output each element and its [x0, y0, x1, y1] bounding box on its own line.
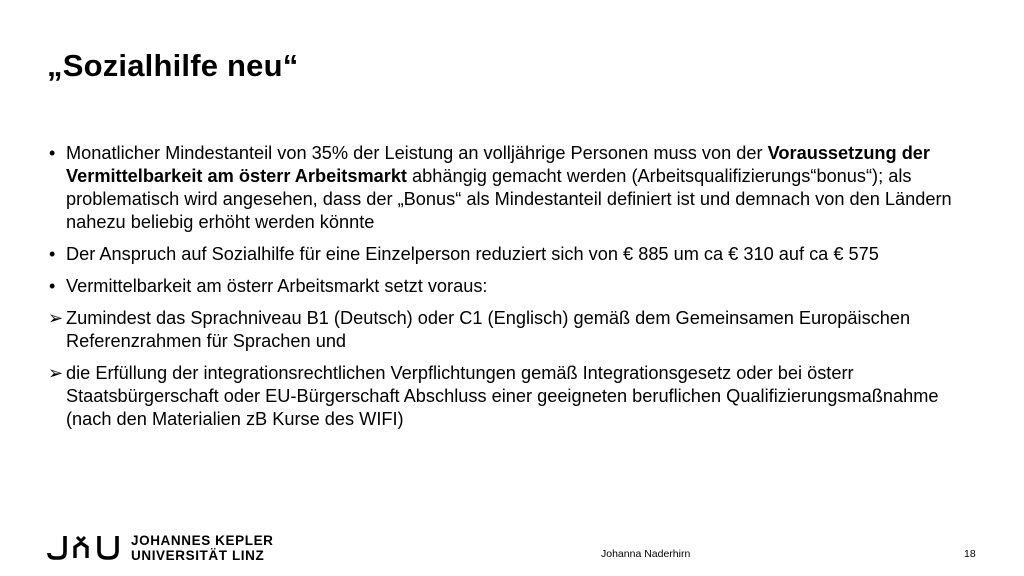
arrow-marker-icon: ➢ — [48, 363, 64, 383]
arrow-marker-icon: ➢ — [48, 308, 64, 328]
item-text-bold: Voraussetzung der Vermittelbarkeit am österr Arbeitsmarkt — [66, 143, 930, 186]
bullet-marker: • — [49, 276, 56, 296]
page-number: 18 — [964, 548, 976, 560]
logo-text — [131, 533, 274, 563]
item-text: die Erfüllung der integrationsrechtlichen Verpflichtungen gemäß Integrationsgesetz oder bei österr Staatsbürgerschaft oder EU-Bürgerschaft Abschluss einer geeigneten beruflichen Qualifizierungsmaßnahme (nach den Materialien zB Kurse des WIFI) — [66, 363, 939, 429]
university-logo — [47, 532, 287, 562]
logo-line-2: UNIVERSITÄT LINZ — [131, 548, 265, 563]
list-item — [44, 142, 974, 234]
slide-title: „Sozialhilfe neu“ — [47, 48, 299, 83]
item-text-pre: Monatlicher Mindestanteil von 35% der Leistung an volljährige Personen muss von der — [66, 143, 768, 163]
sub-list-item — [44, 307, 974, 353]
bullet-marker: • — [49, 143, 56, 163]
item-text: Zumindest das Sprachniveau B1 (Deutsch) oder C1 (Englisch) gemäß dem Gemeinsamen Europäischen Referenzrahmen für Sprachen und — [66, 308, 911, 351]
footer-author: Johanna Naderhirn — [601, 548, 691, 560]
sub-list-item — [44, 362, 974, 431]
bullet-marker: • — [49, 244, 56, 264]
slide-content — [44, 142, 974, 440]
logo-line-1: JOHANNES KEPLER — [131, 533, 274, 548]
jku-logo-icon — [47, 534, 121, 560]
item-text: Vermittelbarkeit am österr Arbeitsmarkt setzt voraus: — [66, 276, 488, 296]
list-item — [44, 243, 974, 266]
list-item — [44, 275, 974, 298]
item-text: Der Anspruch auf Sozialhilfe für eine Einzelperson reduziert sich von € 885 um ca € 310 auf ca € 575 — [66, 244, 879, 264]
item-text-post: abhängig gemacht werden (Arbeitsqualifizierungs“bonus“); als problematisch wird angesehen, dass der „Bonus“ als Mindestanteil definiert ist und demnach von den Ländern nahezu beliebig erhöht werden könnte — [66, 166, 952, 232]
